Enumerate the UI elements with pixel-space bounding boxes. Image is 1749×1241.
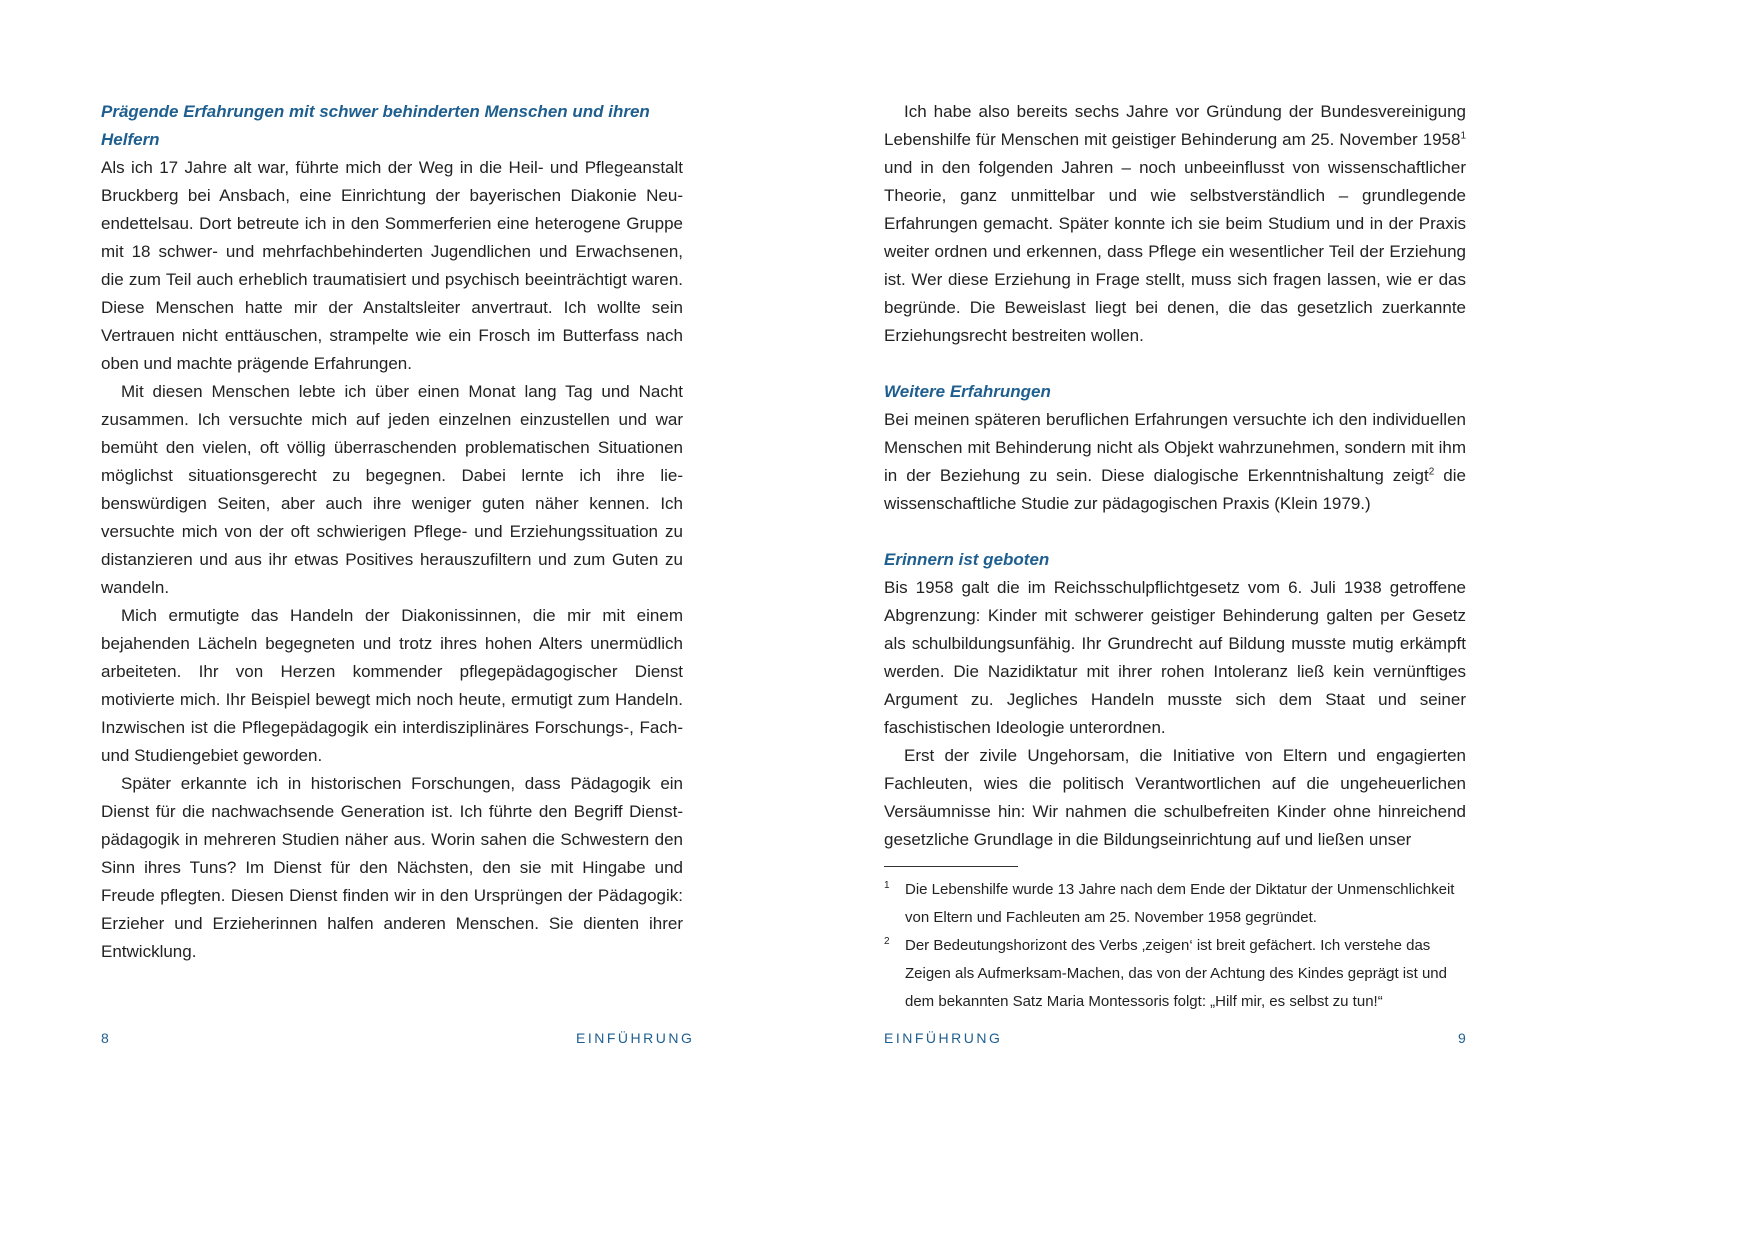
spacer xyxy=(884,518,1466,546)
footnote xyxy=(884,932,1466,1016)
paragraph-text: Bei meinen späteren beruflichen Erfahrungen versuchte ich den individuellen Menschen mit Behinderung nicht als Objekt wahrzunehmen, sondern mit ihm in der Beziehung zu sein. Diese dialogische Erkenntnishaltung zeigt xyxy=(884,410,1466,485)
page-number-left: 8 xyxy=(101,1030,110,1046)
left-page xyxy=(101,98,683,966)
section-heading: Erinnern ist geboten xyxy=(884,550,1050,569)
paragraph-text: die wissenschaftliche Studie zur pädagogischen Praxis (Klein 1979.) xyxy=(884,466,1466,513)
right-page xyxy=(884,98,1466,854)
footnote-text: Die Lebenshilfe wurde 13 Jahre nach dem Ende der Diktatur der Unmenschlichkeit von Eltern und Fachleuten am 25. November 1958 gegründet. xyxy=(905,881,1455,926)
paragraph: Erst der zivile Ungehorsam, die Initiative von Eltern und engagierten Fachleuten, wies die politisch Verantwortlichen auf die ungeheuerlichen Versäumnisse hin: Wir nahmen die schulbefreiten Kinder ohne hinreichend gesetzliche Grundlage in die Bildungseinrichtung auf und ließen unser xyxy=(884,746,1466,849)
footnote xyxy=(884,876,1466,932)
footnotes xyxy=(884,876,1466,1016)
running-head-right: EINFÜHRUNG xyxy=(884,1030,1003,1046)
section-heading: Prägende Erfahrungen mit schwer behinderten Menschen und ihren Helfern xyxy=(101,102,650,149)
paragraph: Mich ermutigte das Handeln der Diakonissinnen, die mir mit einem bejahenden Lächeln begegneten und trotz ihres hohen Alters unermüdlich arbeiteten. Ihr von Herzen kommender pflegepädagogischer Dienst motivierte mich. Ihr Beispiel bewegt mich noch heute, ermutigt zum Handeln. Inzwischen ist die Pflegepädagogik ein interdisziplinäres Forschungs-, Fach- und Studiengebiet geworden. xyxy=(101,606,683,765)
running-head-left: EINFÜHRUNG xyxy=(576,1030,695,1046)
paragraph: Später erkannte ich in historischen Forschungen, dass Pädagogik ein Dienst für die nachwachsende Generation ist. Ich führte den Begriff Dienstpädagogik in mehreren Studien näher aus. Worin sahen die Schwestern den Sinn ihres Tuns? Im Dienst für den Nächsten, den sie mit Hingabe und Freude pflegten. Diesen Dienst finden wir in den Ursprüngen der Pädagogik: Erzieher und Erzieherinnen halfen anderen Menschen. Sie dienten ihrer Entwicklung. xyxy=(101,774,683,961)
paragraph-text: und in den folgenden Jahren – noch unbeeinflusst von wissenschaftlicher Theorie, ganz unmittelbar und wie selbstverständlich – grundlegende Erfahrungen gemacht. Später konnte ich sie beim Studium und in der Praxis weiter ordnen und erkennen, dass Pflege ein wesentlicher Teil der Erziehung ist. Wer diese Erziehung in Frage stellt, muss sich fragen lassen, wie er das begründe. Die Beweislast liegt bei denen, die das gesetzlich zuerkannte Erziehungsrecht bestreiten wollen. xyxy=(884,158,1466,345)
paragraph xyxy=(884,406,1466,518)
footnote-number: 1 xyxy=(884,880,890,891)
paragraph: Bis 1958 galt die im Reichsschulpflichtgesetz vom 6. Juli 1938 getroffene Abgrenzung: Kinder mit schwerer geistiger Behinderung galten per Gesetz als schulbildungsunfähig. Ihr Grundrecht auf Bildung musste mutig erkämpft werden. Die Nazidiktatur mit ihrer rohen Intoleranz ließ kein vernünftiges Argument zu. Jegliches Handeln musste sich dem Staat und seiner faschistischen Ideologie unterordnen. xyxy=(884,578,1466,737)
footnote-number: 2 xyxy=(884,936,890,947)
paragraph: Als ich 17 Jahre alt war, führte mich der Weg in die Heil- und Pflegeanstalt Bruckberg bei Ansbach, eine Einrichtung der bayerischen Diakonie Neuendettelsau. Dort betreute ich in den Sommerferien eine heterogene Gruppe mit 18 schwer- und mehrfachbehinderten Jugendlichen und Erwachsenen, die zum Teil auch erheblich traumatisiert und psychisch beeinträchtigt waren. Diese Menschen hatte mir der Anstaltsleiter anvertraut. Ich wollte sein Vertrauen nicht enttäuschen, strampelte wie ein Frosch im Butterfass nach oben und machte prägende Erfahrungen. xyxy=(101,158,683,373)
paragraph: Mit diesen Menschen lebte ich über einen Monat lang Tag und Nacht zusammen. Ich versuchte mich auf jeden einzelnen einzustellen und war bemüht den vielen, oft völlig überraschenden problematischen Situationen möglichst situationsgerecht zu begegnen. Dabei lernte ich ihre liebenswürdigen Seiten, aber auch ihre weniger guten näher kennen. Ich versuchte mich von der oft schwierigen Pflege- und Erziehungssituation zu distanzieren und aus ihr etwas Positives herauszufiltern und zum Guten zu wandeln. xyxy=(101,382,683,597)
page-number-right: 9 xyxy=(1458,1030,1467,1046)
spacer xyxy=(884,350,1466,378)
paragraph-text: Ich habe also bereits sechs Jahre vor Gründung der Bundesvereinigung Lebenshilfe für Menschen mit geistiger Behinderung am 25. November 1958 xyxy=(884,102,1466,149)
footnote-reference[interactable]: 1 xyxy=(1460,130,1466,142)
footnote-text: Der Bedeutungshorizont des Verbs ‚zeigen‘ ist breit gefächert. Ich verstehe das Zeigen als Aufmerksam-Machen, das von der Achtung des Kindes geprägt ist und dem bekannten Satz Maria Montessoris folgt: „Hilf mir, es selbst zu tun!“ xyxy=(905,937,1447,1010)
section-heading: Weitere Erfahrungen xyxy=(884,382,1051,401)
footnote-reference[interactable]: 2 xyxy=(1428,466,1435,478)
footnote-divider xyxy=(884,866,1018,867)
paragraph xyxy=(884,98,1466,350)
